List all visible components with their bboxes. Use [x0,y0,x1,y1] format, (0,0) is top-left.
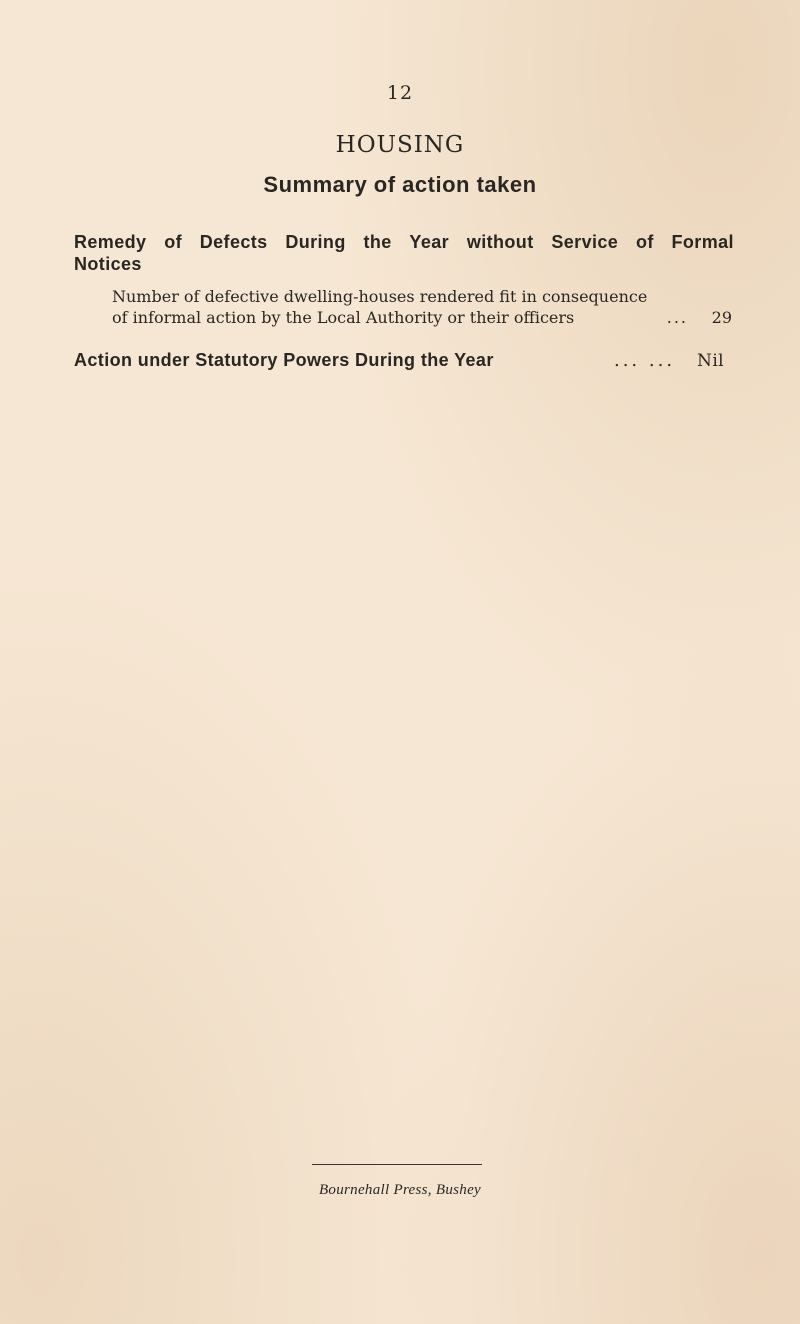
footer-divider [312,1164,482,1165]
page-subtitle: Summary of action taken [263,172,537,197]
heading-word: Year [409,232,450,252]
heading-word: without [466,232,534,252]
printer-imprint: Bournehall Press, Bushey [318,1182,482,1198]
heading-word: Remedy [74,232,147,252]
dot-leader: ... ... [613,350,676,371]
section-heading: Action under Statutory Powers During the Year [74,350,494,370]
section-value: Nil [697,351,724,371]
heading-word: Formal [671,232,734,252]
defective-houses-item [112,286,732,328]
heading-word: Defects [199,232,268,252]
item-text-row2 [112,307,732,328]
section-heading-line2: Notices [74,254,142,274]
item-value: 29 [711,308,732,327]
item-text-line1: Number of defective dwelling-houses rendered fit in consequence [112,287,648,306]
section-statutory-powers [74,349,724,372]
heading-word: of [635,232,654,252]
heading-word: Service [551,232,619,252]
heading-word: During [285,232,346,252]
heading-word: of [164,232,182,252]
section-heading-line1 [74,231,734,253]
item-text-line2: of informal action by the Local Authority or their officers [112,308,575,327]
section-remedy-of-defects [74,231,734,275]
heading-word: the [363,232,392,252]
page-title: HOUSING [335,132,465,158]
page-number: 12 [386,82,414,104]
dot-leader: ... [666,308,688,327]
